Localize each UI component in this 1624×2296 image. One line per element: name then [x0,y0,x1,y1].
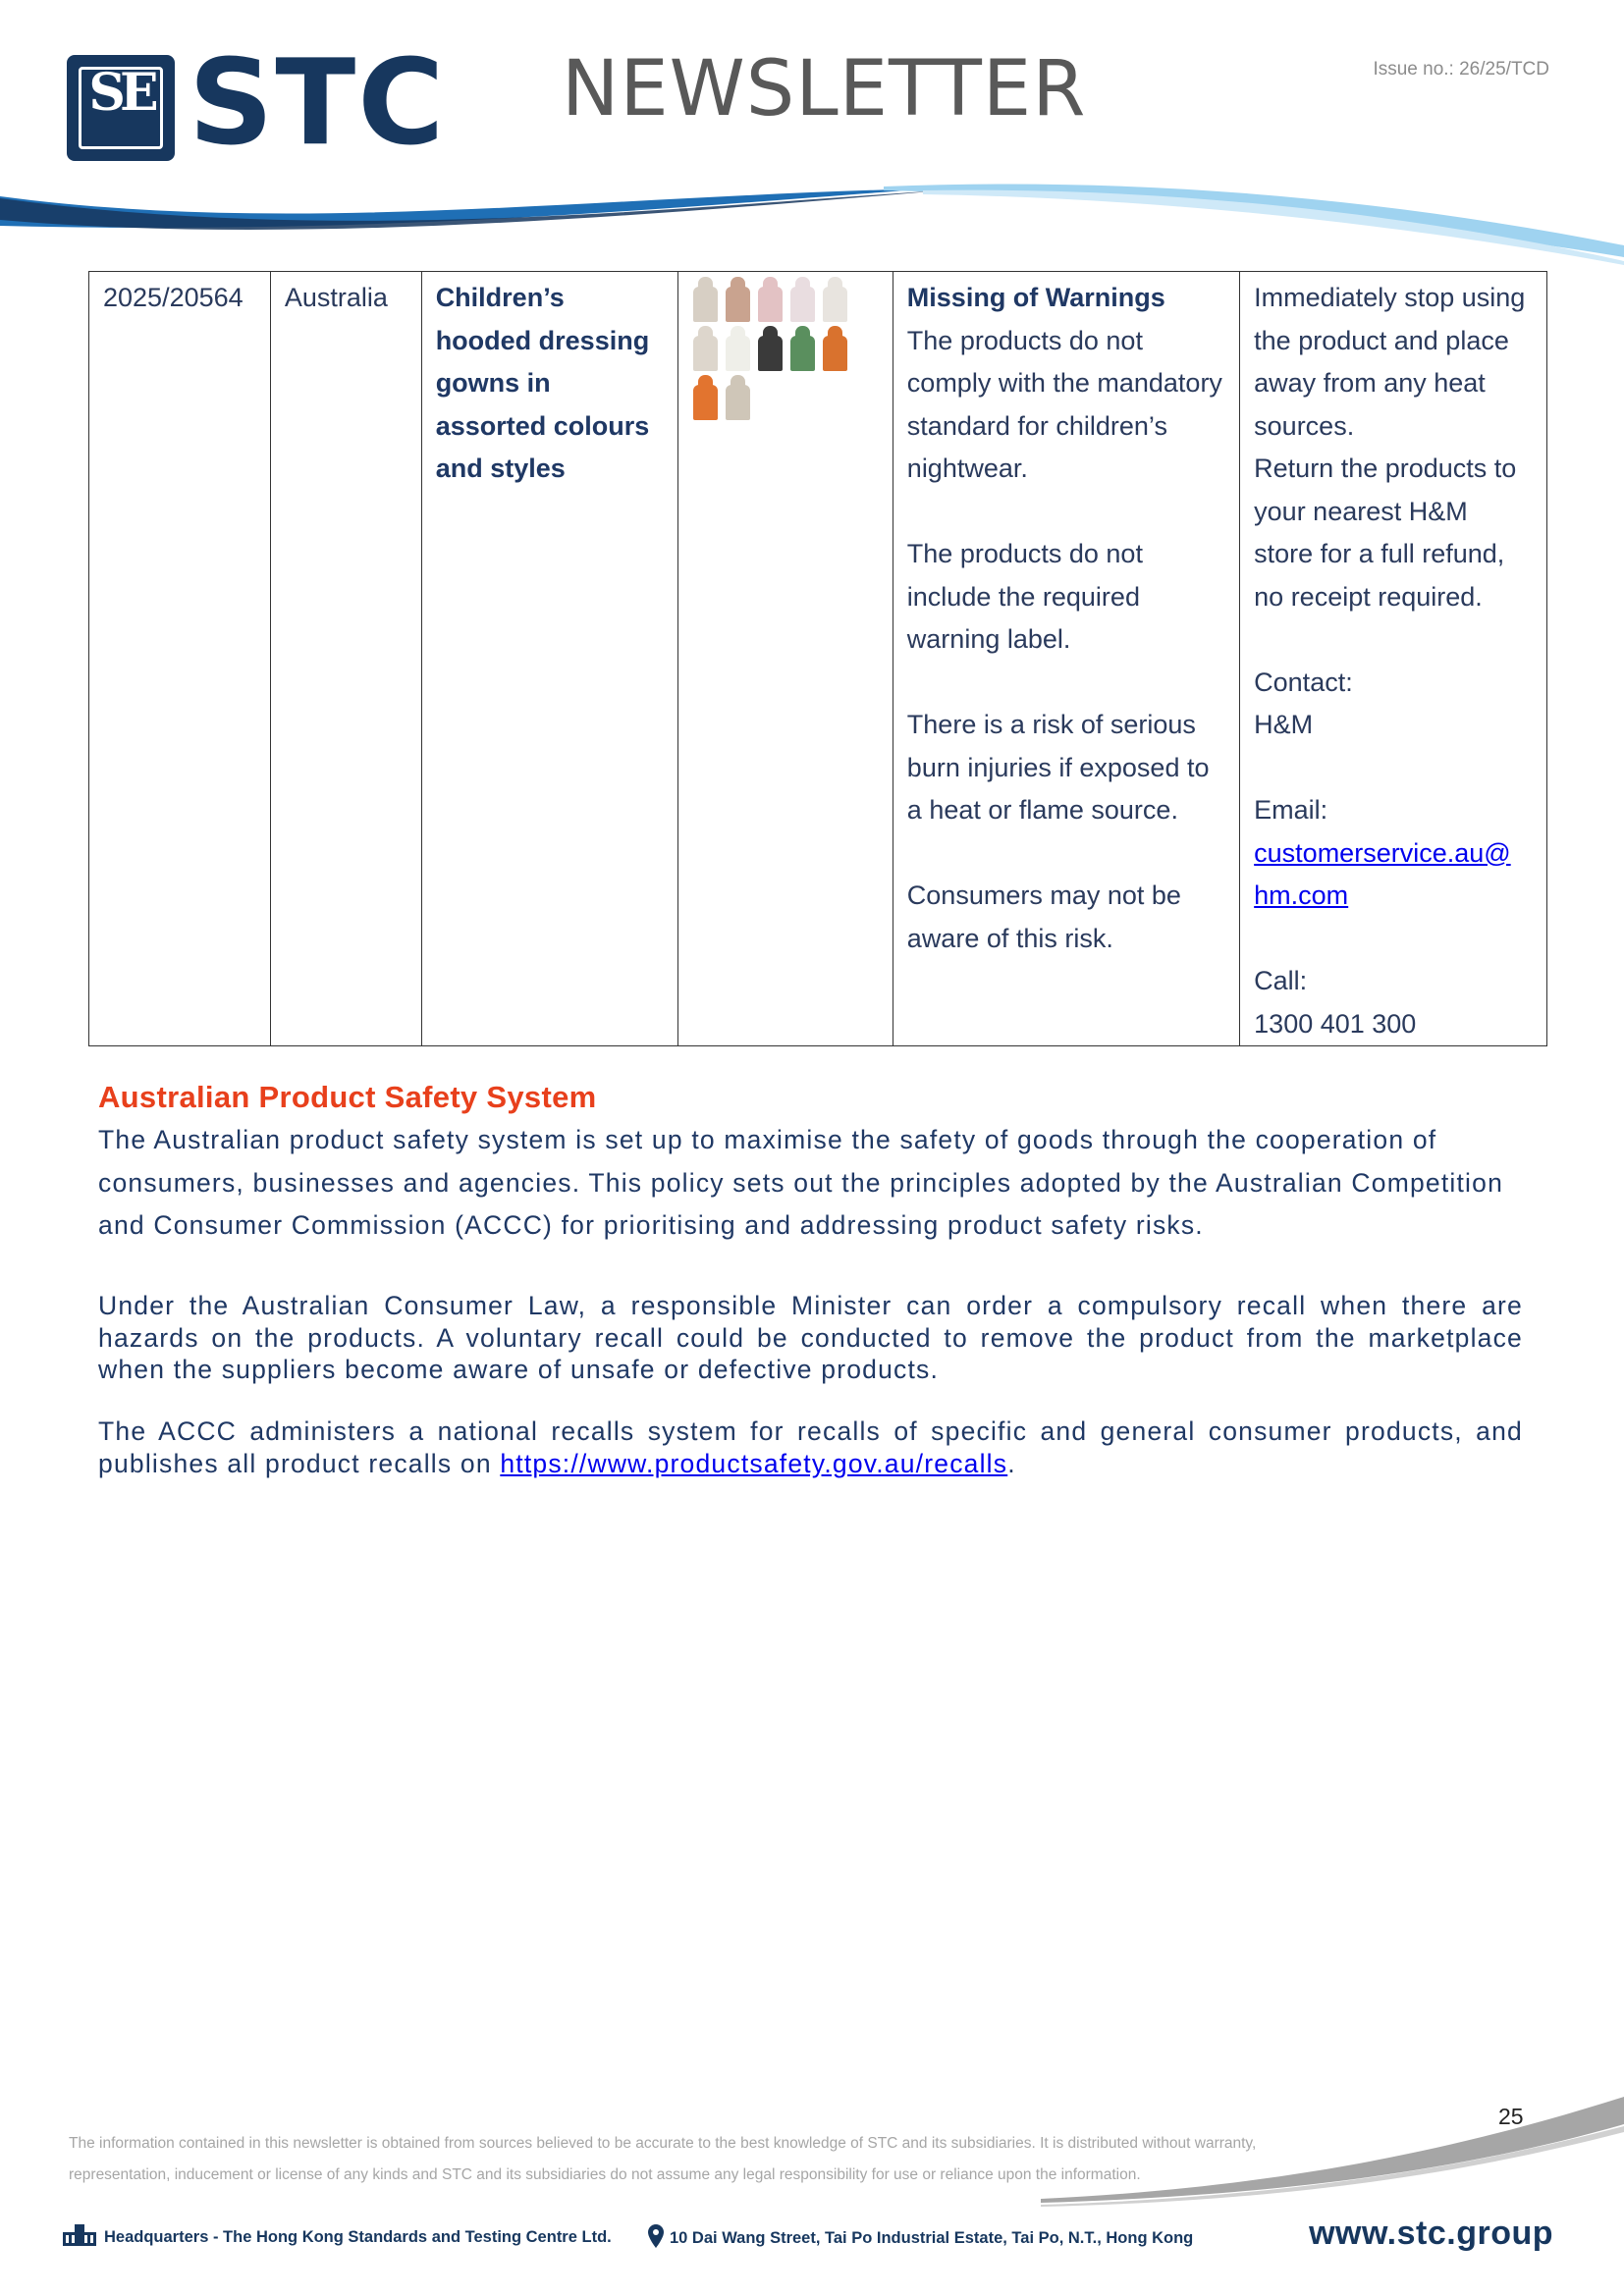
gown-thumbnail [757,326,784,371]
recall-hazard [893,272,1239,1046]
recall-measures [1240,272,1547,1046]
article-text: The ACCC administers a national recalls system for recalls of specific and general consumer products, and publishes all product recalls on [98,1416,1523,1478]
recalls-link[interactable]: https://www.productsafety.gov.au/recalls [500,1448,1008,1478]
headquarters [63,2224,612,2247]
issue-number: Issue no.: 26/25/TCD [1373,59,1549,80]
email-link[interactable] [1254,838,1511,911]
email-link-part: customerservice.au@ [1254,837,1511,868]
website-link[interactable]: www.stc.group [1309,2215,1553,2252]
gown-thumbnail [692,326,719,371]
hazard-title: Missing of Warnings [906,283,1165,312]
logo-glyph: SE [88,63,153,123]
table-row [89,272,1547,1046]
measure-text: Immediately stop using the product and place away from any heat sources. [1254,283,1526,441]
disclaimer: The information contained in this newsletter is obtained from sources believed to be accurate to the best knowledge of STC and its subsidiaries. It is distributed without warranty, representation, inducement or license of any kinds and STC and its subsidiaries do not assume any legal responsibility for use or reliance upon the information. [69,2135,1257,2183]
header-swoosh [0,177,1624,265]
brand-name: STC [189,35,447,172]
article-paragraph [98,1415,1523,1479]
email-link-part: hm.com [1254,881,1349,910]
address-text: 10 Dai Wang Street, Tai Po Industrial Estate, Tai Po, N.T., Hong Kong [670,2229,1194,2247]
gown-thumbnail [789,326,816,371]
email-label: Email: [1254,795,1328,825]
hazard-text: The products do not include the required warning label. [906,539,1143,654]
recall-table [88,271,1547,1046]
location-pin-icon [648,2224,664,2248]
gown-thumbnail [822,326,848,371]
gown-thumbnail [692,375,719,420]
newsletter-title: NEWSLETTER [562,45,1087,133]
building-icon [63,2224,96,2246]
hazard-text: There is a risk of serious burn injuries if exposed to a heat or flame source. [906,710,1210,825]
phone-number: 1300 401 300 [1254,1008,1417,1039]
address [648,2224,1193,2248]
gown-thumbnail [725,277,751,322]
page-number: 25 [1498,2104,1524,2129]
product-image-cell [677,272,893,1046]
product-image [692,277,879,375]
call-label: Call: [1254,966,1308,995]
article-paragraph: Under the Australian Consumer Law, a responsible Minister can order a compulsory recall when there are hazards on the products. A voluntary recall could be conducted to remove the product from the marketplace when the suppliers become aware of unsafe or defective products. [98,1291,1523,1384]
contact-label: Contact: [1254,667,1353,697]
hazard-text: Consumers may not be aware of this risk. [906,881,1181,953]
article-text: . [1007,1448,1016,1478]
recall-product: Children’s hooded dressing gowns in assorted colours and styles [421,272,677,1046]
headquarters-text: Headquarters - The Hong Kong Standards and Testing Centre Ltd. [104,2228,612,2246]
stc-logo [67,35,460,172]
gown-thumbnail [725,326,751,371]
hazard-text: The products do not comply with the mandatory standard for children’s nightwear. [906,325,1222,483]
section-title: Australian Product Safety System [98,1080,597,1114]
stc-logo-mark [67,55,175,161]
measure-text: Return the products to your nearest H&M store for a full refund, no receipt required. [1254,454,1517,612]
recall-country: Australia [270,272,421,1046]
article-paragraph: The Australian product safety system is set up to maximise the safety of goods through the cooperation of consumers, businesses and agencies. This policy sets out the principles adopted by the Australian Competition and Consumer Commission (ACCC) for prioritising and addressing product safety risks. [98,1125,1504,1240]
gown-thumbnail [725,375,751,420]
contact-name: H&M [1254,710,1314,739]
gown-thumbnail [692,277,719,322]
gown-thumbnail [822,277,848,322]
gown-thumbnail [789,277,816,322]
gown-thumbnail [757,277,784,322]
recall-id: 2025/20564 [89,272,271,1046]
